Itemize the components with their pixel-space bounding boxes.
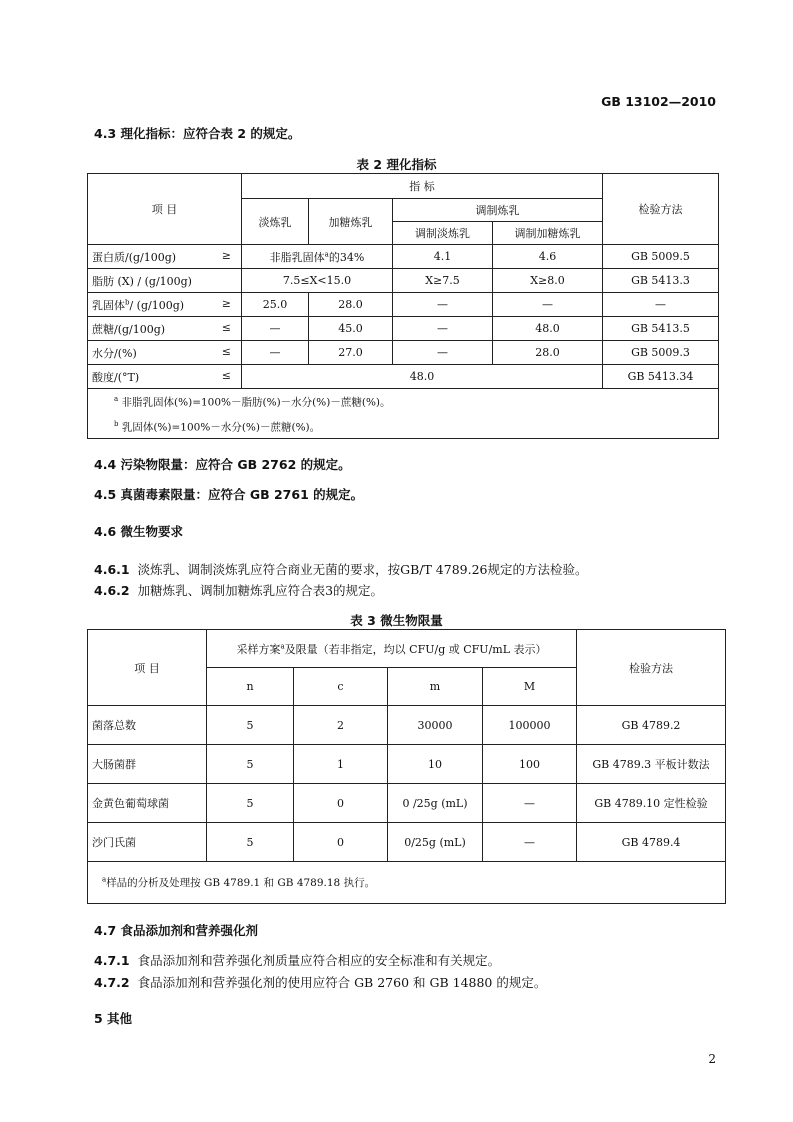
table2-header-method: 检验方法 (603, 174, 719, 245)
table-row (88, 365, 719, 389)
table2-cell-value: 48.0 (242, 365, 603, 389)
table2-cell-method: GB 5413.34 (603, 365, 719, 389)
table2-header-prep-sweet: 调制加糖炼乳 (493, 222, 603, 245)
table3-cell-method: GB 4789.3 平板计数法 (577, 745, 726, 784)
table2-cell-value: 4.1 (393, 245, 493, 269)
table2-cell-item: 乳固体$^b$/ (g/100g) ≥ (88, 293, 242, 317)
table2-cell-item: 蔗糖/(g/100g) ≤ (88, 317, 242, 341)
table2-cell-value: — (393, 293, 493, 317)
table2-physchem (87, 173, 719, 439)
table2-cell-method: GB 5413.5 (603, 317, 719, 341)
table-row (88, 341, 719, 365)
table3-cell-c: 0 (294, 784, 388, 823)
table3-cell-m: 30000 (388, 706, 483, 745)
table2-notes (88, 389, 719, 439)
table2-cell-value: 7.5≤X<15.0 (242, 269, 393, 293)
section-4-5: 4.5 真菌毒素限量：应符合 GB 2761 的规定。 (94, 487, 364, 502)
paragraph-4-7-2: 4.7.2 食品添加剂和营养强化剂的使用应符合 GB 2760 和 GB 14880 的规定。 (94, 975, 547, 990)
table2-cell-value: — (242, 341, 309, 365)
page-number: 2 (708, 1052, 716, 1066)
table3-cell-m: 0/25g (mL) (388, 823, 483, 862)
table3-cell-m: 0 /25g (mL) (388, 784, 483, 823)
table3-cell-c: 0 (294, 823, 388, 862)
table-row (88, 823, 726, 862)
table2-cell-item: 酸度/(°T) ≤ (88, 365, 242, 389)
table3-cell-method: GB 4789.4 (577, 823, 726, 862)
table3-header-m: m (388, 668, 483, 706)
table2-cell-value: 45.0 (309, 317, 393, 341)
table2-caption: 表 2 理化指标 (356, 157, 437, 172)
table2-header-sweet: 加糖炼乳 (309, 199, 393, 245)
section-4-3: 4.3 理化指标：应符合表 2 的规定。 (94, 126, 301, 141)
paragraph-4-7-1: 4.7.1 食品添加剂和营养强化剂质量应符合相应的安全标准和有关规定。 (94, 953, 501, 968)
table3-cell-n: 5 (207, 706, 294, 745)
table2-cell-value: X≥8.0 (493, 269, 603, 293)
table2-cell-value: 非脂乳固体$^a$的34% (242, 245, 393, 269)
table3-cell-M: — (483, 784, 577, 823)
table3-cell-m: 10 (388, 745, 483, 784)
table-row (88, 784, 726, 823)
table3-cell-M: 100000 (483, 706, 577, 745)
table2-cell-item: 脂肪 (X) / (g/100g) (88, 269, 242, 293)
section-4-6: 4.6 微生物要求 (94, 524, 183, 539)
table3-cell-method: GB 4789.10 定性检验 (577, 784, 726, 823)
table2-cell-value: 4.6 (493, 245, 603, 269)
table3-cell-M: — (483, 823, 577, 862)
table2-cell-value: — (493, 293, 603, 317)
table2-cell-method: GB 5009.5 (603, 245, 719, 269)
table3-cell-item: 菌落总数 (88, 706, 207, 745)
table2-note-b: $^b$ 乳固体(%)=100%－水分(%)－蔗糖(%)。 (114, 419, 321, 433)
paragraph-4-6-2: 4.6.2 加糖炼乳、调制加糖炼乳应符合表3的规定。 (94, 583, 384, 598)
table2-cell-value: 28.0 (493, 341, 603, 365)
standard-code: GB 13102—2010 (601, 94, 716, 109)
table3-microbial (87, 629, 726, 904)
table2-cell-value: 25.0 (242, 293, 309, 317)
paragraph-4-6-1: 4.6.1 淡炼乳、调制淡炼乳应符合商业无菌的要求，按GB/T 4789.26规定的方法检验。 (94, 562, 588, 577)
table3-cell-method: GB 4789.2 (577, 706, 726, 745)
table3-cell-c: 1 (294, 745, 388, 784)
table2-cell-value: 28.0 (309, 293, 393, 317)
table2-cell-method: — (603, 293, 719, 317)
table2-cell-method: GB 5009.3 (603, 341, 719, 365)
table3-cell-item: 沙门氏菌 (88, 823, 207, 862)
table2-header-index: 指 标 (242, 174, 603, 199)
table2-header-light: 淡炼乳 (242, 199, 309, 245)
table-row (88, 293, 719, 317)
table3-header-M: M (483, 668, 577, 706)
table3-cell-n: 5 (207, 784, 294, 823)
table3-cell-c: 2 (294, 706, 388, 745)
table3-cell-n: 5 (207, 745, 294, 784)
table3-cell-item: 金黄色葡萄球菌 (88, 784, 207, 823)
table2-header-prepared: 调制炼乳 (393, 199, 603, 222)
table2-cell-item: 蛋白质/(g/100g) ≥ (88, 245, 242, 269)
table2-cell-value: — (393, 317, 493, 341)
table3-header-plan: 采样方案$^a$及限量（若非指定，均以 CFU/g 或 CFU/mL 表示） (207, 630, 577, 668)
table-row (88, 245, 719, 269)
table-row (88, 317, 719, 341)
section-4-4: 4.4 污染物限量：应符合 GB 2762 的规定。 (94, 457, 351, 472)
table-row (88, 269, 719, 293)
section-4-7: 4.7 食品添加剂和营养强化剂 (94, 923, 258, 938)
table3-header-method: 检验方法 (577, 630, 726, 706)
table2-cell-value: — (242, 317, 309, 341)
table3-cell-M: 100 (483, 745, 577, 784)
table2-header-item: 项 目 (88, 174, 242, 245)
table2-cell-item: 水分/(%) ≤ (88, 341, 242, 365)
table2-note-a: $^a$ 非脂乳固体(%)=100%－脂肪(%)－水分(%)－蔗糖(%)。 (114, 395, 391, 409)
table3-caption: 表 3 微生物限量 (350, 613, 443, 628)
table2-cell-value: X≥7.5 (393, 269, 493, 293)
table-row (88, 745, 726, 784)
table3-cell-item: 大肠菌群 (88, 745, 207, 784)
table3-header-c: c (294, 668, 388, 706)
table3-cell-n: 5 (207, 823, 294, 862)
table2-cell-value: — (393, 341, 493, 365)
table-row (88, 706, 726, 745)
section-5: 5 其他 (94, 1011, 133, 1026)
table3-header-n: n (207, 668, 294, 706)
table3-note: $^a$样品的分析及处理按 GB 4789.1 和 GB 4789.18 执行。 (88, 862, 726, 904)
table2-header-prep-light: 调制淡炼乳 (393, 222, 493, 245)
table2-cell-value: 27.0 (309, 341, 393, 365)
table2-cell-method: GB 5413.3 (603, 269, 719, 293)
table2-cell-value: 48.0 (493, 317, 603, 341)
table3-header-item: 项 目 (88, 630, 207, 706)
